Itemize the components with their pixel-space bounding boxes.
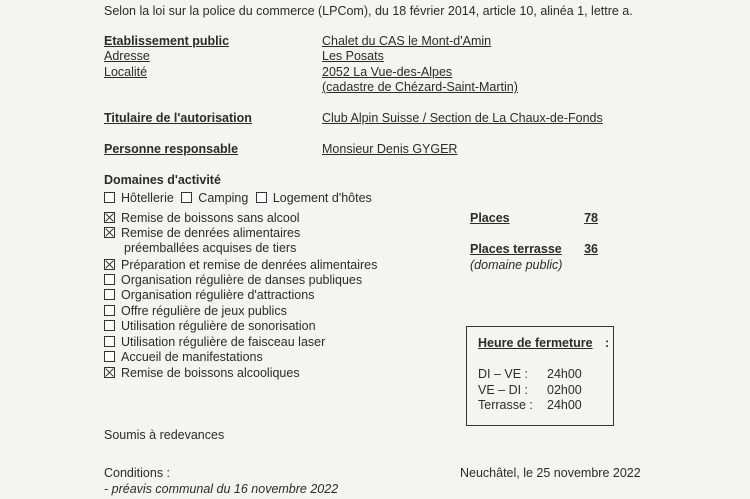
checkbox[interactable] bbox=[104, 351, 115, 362]
checkbox[interactable] bbox=[104, 320, 115, 331]
closing-hours-colon: : bbox=[605, 336, 610, 350]
checkbox-camping[interactable] bbox=[181, 192, 192, 203]
establishment-label: Etablissement public bbox=[104, 34, 230, 48]
checkbox[interactable] bbox=[104, 305, 115, 316]
activity-item bbox=[104, 350, 263, 364]
activity-label: Utilisation régulière de sonorisation bbox=[121, 319, 316, 333]
closing-row-label: VE – DI : bbox=[478, 383, 529, 397]
terrace-note: (domaine public) bbox=[470, 258, 563, 272]
establishment-value: Chalet du CAS le Mont-d'Amin bbox=[322, 34, 492, 48]
place-date: Neuchâtel, le 25 novembre 2022 bbox=[460, 466, 641, 480]
checkbox-checked[interactable] bbox=[104, 259, 115, 270]
locality-value: 2052 La Vue-des-Alpes bbox=[322, 65, 453, 79]
address-label: Adresse bbox=[104, 49, 150, 63]
places-value: 78 bbox=[584, 211, 598, 225]
address-value: Les Posats bbox=[322, 49, 384, 63]
activity-label: Remise de boissons alcooliques bbox=[121, 366, 300, 380]
closing-hours-title: Heure de fermeture bbox=[478, 336, 593, 350]
activity-item bbox=[104, 304, 287, 318]
checkbox[interactable] bbox=[104, 274, 115, 285]
activity-label: Organisation régulière d'attractions bbox=[121, 288, 315, 302]
activity-item bbox=[104, 335, 325, 349]
closing-row-time: 02h00 bbox=[547, 383, 582, 397]
activity-item bbox=[104, 273, 362, 287]
terrace-places-label: Places terrasse bbox=[470, 242, 562, 256]
option-label: Logement d'hôtes bbox=[272, 191, 372, 205]
activity-item bbox=[104, 226, 300, 240]
locality-label: Localité bbox=[104, 65, 148, 79]
checkbox-hotellerie[interactable] bbox=[104, 192, 115, 203]
terrace-places-value: 36 bbox=[584, 242, 598, 256]
conditions-item: - préavis communal du 16 novembre 2022 bbox=[104, 482, 339, 496]
activities-title: Domaines d'activité bbox=[104, 173, 221, 187]
responsible-value: Monsieur Denis GYGER bbox=[322, 142, 458, 156]
cadastre-value: (cadastre de Chézard-Saint-Martin) bbox=[322, 80, 518, 94]
checkbox-checked[interactable] bbox=[104, 367, 115, 378]
option-label: Hôtellerie bbox=[121, 191, 174, 205]
lodging-options-row bbox=[104, 191, 372, 205]
activity-item bbox=[104, 258, 377, 272]
legal-basis-text: Selon la loi sur la police du commerce (LPCom), du 18 février 2014, article 10, alinéa 1, lettre a. bbox=[104, 4, 633, 18]
activity-label: Utilisation régulière de faisceau laser bbox=[121, 335, 326, 349]
checkbox-checked[interactable] bbox=[104, 227, 115, 238]
closing-row-time: 24h00 bbox=[547, 367, 582, 381]
holder-value: Club Alpin Suisse / Section de La Chaux-de-Fonds bbox=[322, 111, 603, 125]
activity-label: Organisation régulière de danses publiques bbox=[121, 273, 363, 287]
activity-item bbox=[104, 366, 300, 380]
activity-label: Préparation et remise de denrées alimentaires bbox=[121, 258, 378, 272]
activity-item bbox=[104, 319, 316, 333]
holder-label: Titulaire de l'autorisation bbox=[104, 111, 252, 125]
activity-label: Offre régulière de jeux publics bbox=[121, 304, 287, 318]
option-label: Camping bbox=[198, 191, 249, 205]
activity-label: Accueil de manifestations bbox=[121, 350, 263, 364]
responsible-label: Personne responsable bbox=[104, 142, 239, 156]
activity-label: Remise de denrées alimentaires bbox=[121, 226, 301, 240]
places-label: Places bbox=[470, 211, 510, 225]
checkbox[interactable] bbox=[104, 336, 115, 347]
checkbox-logement[interactable] bbox=[256, 192, 267, 203]
activity-label: Remise de boissons sans alcool bbox=[121, 211, 300, 225]
closing-row-time: 24h00 bbox=[547, 398, 582, 412]
checkbox-checked[interactable] bbox=[104, 212, 115, 223]
fees-text: Soumis à redevances bbox=[104, 428, 225, 442]
conditions-label: Conditions : bbox=[104, 466, 171, 480]
closing-row-label: Terrasse : bbox=[478, 398, 533, 412]
activity-label-continuation: préemballées acquises de tiers bbox=[124, 241, 297, 255]
closing-row-label: DI – VE : bbox=[478, 367, 529, 381]
activity-item bbox=[104, 211, 300, 225]
checkbox[interactable] bbox=[104, 289, 115, 300]
activity-item bbox=[104, 288, 314, 302]
